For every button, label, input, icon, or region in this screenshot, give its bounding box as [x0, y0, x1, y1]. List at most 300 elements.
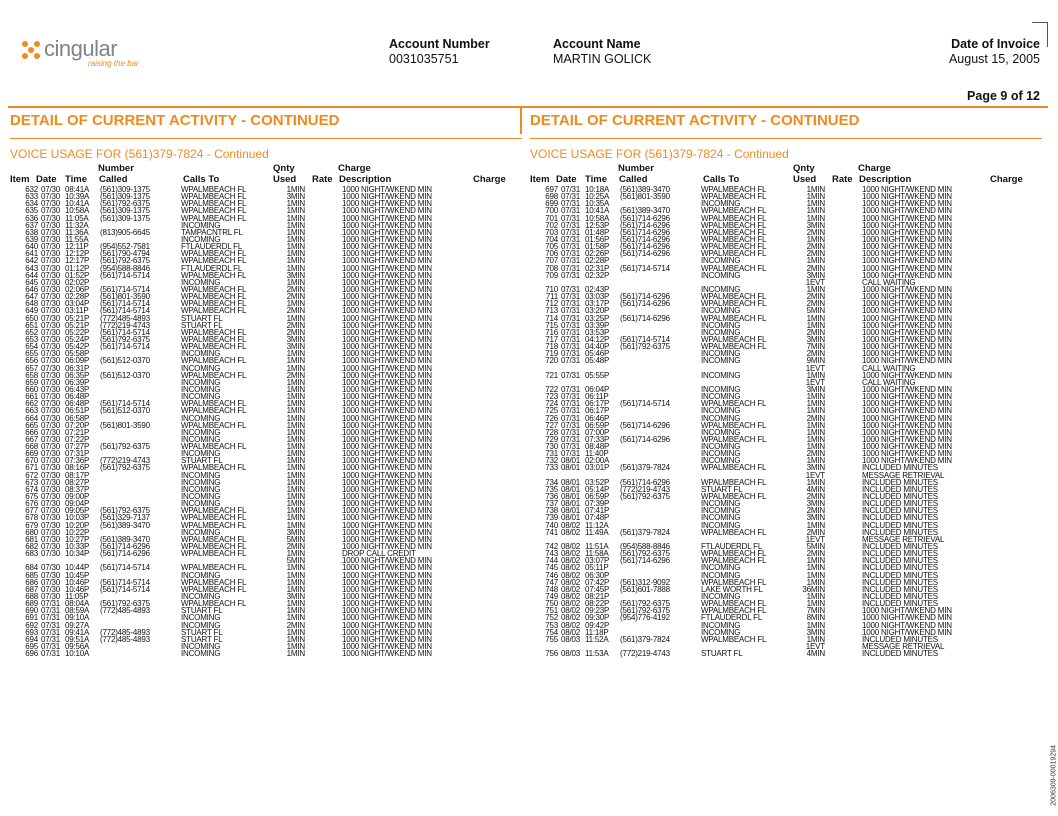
- minutes-used: 1MIN: [286, 256, 305, 266]
- item-number: 653: [25, 334, 38, 344]
- item-number: 641: [25, 249, 38, 259]
- minutes-used: 1MIN: [286, 499, 305, 509]
- header-qnty: Qnty: [273, 163, 295, 174]
- item-number: 699: [545, 199, 558, 209]
- called-number: (561)379-7824: [620, 463, 670, 473]
- calls-to: WPALMBEACH FL: [181, 334, 247, 344]
- item-number: 634: [25, 199, 38, 209]
- usage-row: [530, 464, 1042, 471]
- called-number: (772)485-4893: [100, 634, 150, 644]
- rate-description: 1000 NIGHT/WKEND MIN: [342, 577, 432, 587]
- call-time: 09:04P: [65, 499, 90, 509]
- called-number: (813)905-6645: [100, 227, 150, 237]
- call-time: 03:04P: [65, 299, 90, 309]
- call-date: 07/30: [41, 306, 61, 316]
- calls-to: WPALMBEACH FL: [181, 299, 247, 309]
- item-number: 706: [545, 249, 558, 259]
- call-time: 09:10A: [65, 613, 90, 623]
- item-number: 719: [545, 349, 558, 359]
- called-number: (561)714-5714: [100, 563, 150, 573]
- call-time: 11:52A: [585, 634, 609, 644]
- calls-to: WPALMBEACH FL: [701, 477, 767, 487]
- call-date: 07/31: [561, 292, 581, 302]
- rate-description: 1000 NIGHT/WKEND MIN: [862, 370, 952, 380]
- called-number: (561)714-5714: [620, 334, 670, 344]
- account-number-block: [389, 37, 490, 67]
- rate-description: 1000 NIGHT/WKEND MIN: [862, 406, 952, 416]
- rate-description: 1000 NIGHT/WKEND MIN: [342, 220, 432, 230]
- rate-description: INCLUDED MINUTES: [862, 513, 938, 523]
- calls-to: INCOMING: [181, 384, 221, 394]
- call-time: 02:31P: [585, 263, 610, 273]
- call-time: 05:42P: [65, 342, 90, 352]
- called-number: (561)714-6296: [620, 249, 670, 259]
- item-number: 754: [545, 627, 558, 637]
- rate-description: 1000 NIGHT/WKEND MIN: [342, 463, 432, 473]
- item-number: 691: [25, 613, 38, 623]
- call-time: 06:51P: [65, 406, 90, 416]
- call-date: 07/31: [561, 334, 581, 344]
- top-divider: [8, 106, 1048, 108]
- call-date: 08/02: [561, 527, 581, 537]
- minutes-used: 2MIN: [806, 413, 825, 423]
- call-time: 02:28P: [65, 292, 90, 302]
- rate-description: 1000 NIGHT/WKEND MIN: [342, 642, 432, 651]
- call-date: 07/30: [41, 442, 61, 452]
- call-date: 07/30: [41, 434, 61, 444]
- call-date: 07/30: [41, 249, 61, 259]
- call-date: 07/30: [41, 292, 61, 302]
- called-number: (561)714-5714: [100, 306, 150, 316]
- call-time: 03:20P: [585, 306, 610, 316]
- calls-to: WPALMBEACH FL: [701, 292, 767, 302]
- rate-description: 1000 NIGHT/WKEND MIN: [342, 320, 432, 330]
- calls-to: INCOMING: [701, 513, 741, 523]
- minutes-used: 1MIN: [806, 406, 825, 416]
- cingular-logo: [22, 38, 139, 68]
- call-date: 07/31: [561, 349, 581, 359]
- call-time: 11:18P: [585, 627, 609, 637]
- call-date: 07/31: [561, 434, 581, 444]
- item-number: 739: [545, 513, 558, 523]
- calls-to: INCOMING: [701, 499, 741, 509]
- called-number: (561)601-7888: [620, 584, 670, 594]
- rate-description: INCLUDED MINUTES: [862, 556, 938, 566]
- rate-description: 1000 NIGHT/WKEND MIN: [342, 449, 432, 459]
- calls-to: INCOMING: [181, 642, 221, 651]
- call-date: 07/31: [561, 220, 581, 230]
- minutes-used: 1MIN: [286, 456, 305, 466]
- right-column: [530, 110, 1042, 780]
- rate-description: 1000 NIGHT/WKEND MIN: [342, 234, 432, 244]
- item-number: 650: [25, 313, 38, 323]
- rate-description: 1000 NIGHT/WKEND MIN: [342, 592, 432, 602]
- rate-description: INCLUDED MINUTES: [862, 477, 938, 487]
- call-date: 07/31: [41, 649, 61, 659]
- call-date: 08/02: [561, 577, 581, 587]
- header-item: Item: [10, 174, 30, 185]
- call-time: 10:33P: [65, 542, 90, 552]
- call-time: 03:01P: [585, 463, 610, 473]
- rate-description: 1000 NIGHT/WKEND MIN: [342, 534, 432, 544]
- calls-to: INCOMING: [701, 413, 741, 423]
- item-number: 717: [545, 334, 558, 344]
- rate-description: INCLUDED MINUTES: [862, 577, 938, 587]
- calls-to: WPALMBEACH FL: [181, 563, 247, 573]
- minutes-used: 1MIN: [286, 463, 305, 473]
- called-number: (561)792-6375: [100, 506, 150, 516]
- call-date: 07/30: [41, 220, 61, 230]
- rate-description: 1000 NIGHT/WKEND MIN: [342, 377, 432, 387]
- rate-description: 1000 NIGHT/WKEND MIN: [342, 484, 432, 494]
- minutes-used: 3MIN: [286, 270, 305, 280]
- call-time: 03:52P: [585, 477, 610, 487]
- item-number: 632: [25, 185, 38, 194]
- minutes-used: 1MIN: [286, 549, 305, 559]
- item-number: 649: [25, 306, 38, 316]
- minutes-used: 1MIN: [286, 313, 305, 323]
- minutes-used: 1MIN: [286, 406, 305, 416]
- called-number: (561)714-6296: [620, 556, 670, 566]
- called-number: (561)801-3590: [620, 192, 670, 202]
- minutes-used: 1MIN: [806, 320, 825, 330]
- call-time: 11:05A: [65, 213, 89, 223]
- rate-description: 1000 NIGHT/WKEND MIN: [342, 434, 432, 444]
- calls-to: WPALMBEACH FL: [701, 192, 767, 202]
- item-number: 729: [545, 434, 558, 444]
- rate-description: 1000 NIGHT/WKEND MIN: [342, 185, 432, 194]
- rate-description: 1000 NIGHT/WKEND MIN: [342, 192, 432, 202]
- call-time: 09:56A: [65, 642, 90, 651]
- called-number: (561)389-3470: [100, 520, 150, 530]
- invoice-date-label: Date of Invoice: [951, 37, 1040, 51]
- header-charge: Charge: [990, 174, 1023, 185]
- rate-description: INCLUDED MINUTES: [862, 499, 938, 509]
- item-number: 683: [25, 549, 38, 559]
- left-column: [10, 110, 522, 780]
- calls-to: WPALMBEACH FL: [181, 192, 247, 202]
- item-number: 741: [545, 527, 558, 537]
- called-number: (561)792-6375: [100, 199, 150, 209]
- minutes-used: 1MIN: [806, 370, 825, 380]
- minutes-used: 1MIN: [286, 606, 305, 616]
- minutes-used: 1MIN: [286, 484, 305, 494]
- header-date: Date: [556, 174, 577, 185]
- rate-description: 1000 NIGHT/WKEND MIN: [862, 284, 952, 294]
- rate-description: 1000 NIGHT/WKEND MIN: [862, 620, 952, 630]
- calls-to: STUART FL: [181, 634, 223, 644]
- call-date: 07/30: [41, 577, 61, 587]
- rate-description: 1000 NIGHT/WKEND MIN: [342, 384, 432, 394]
- calls-to: INCOMING: [701, 620, 741, 630]
- call-time: 06:48P: [65, 399, 90, 409]
- rate-description: 1000 NIGHT/WKEND MIN: [342, 570, 432, 580]
- call-date: 07/30: [41, 242, 61, 252]
- rate-description: INCLUDED MINUTES: [862, 563, 938, 573]
- item-number: 662: [25, 399, 38, 409]
- header-description: Description: [339, 174, 392, 185]
- call-time: 09:00P: [65, 492, 90, 502]
- rate-description: 1000 NIGHT/WKEND MIN: [342, 556, 432, 566]
- minutes-used: 1MIN: [806, 313, 825, 323]
- minutes-used: 2MIN: [806, 327, 825, 337]
- item-number: 637: [25, 220, 38, 230]
- call-date: 08/02: [561, 613, 581, 623]
- minutes-used: 3MIN: [806, 499, 825, 509]
- calls-to: WPALMBEACH FL: [181, 206, 247, 216]
- item-number: 635: [25, 206, 38, 216]
- calls-to: WPALMBEACH FL: [701, 399, 767, 409]
- call-date: 07/31: [561, 442, 581, 452]
- calls-to: INCOMING: [701, 592, 741, 602]
- calls-to: INCOMING: [181, 477, 221, 487]
- call-time: 07:31P: [65, 449, 90, 459]
- minutes-used: 2MIN: [806, 549, 825, 559]
- minutes-used: 2MIN: [806, 449, 825, 459]
- minutes-used: 1MIN: [286, 577, 305, 587]
- calls-to: WPALMBEACH FL: [181, 442, 247, 452]
- item-number: 707: [545, 256, 558, 266]
- item-number: 750: [545, 599, 558, 609]
- rate-description: 1000 NIGHT/WKEND MIN: [862, 356, 952, 366]
- item-number: 692: [25, 620, 38, 630]
- call-time: 07:39P: [585, 499, 610, 509]
- rate-description: 1000 NIGHT/WKEND MIN: [342, 527, 432, 537]
- rate-description: 1000 NIGHT/WKEND MIN: [862, 270, 952, 280]
- called-number: (561)389-3470: [100, 534, 150, 544]
- rate-description: 1000 NIGHT/WKEND MIN: [862, 427, 952, 437]
- call-date: 08/01: [561, 477, 581, 487]
- called-number: (561)714-6296: [620, 227, 670, 237]
- call-time: 11:12A: [585, 520, 609, 530]
- rate-description: 1000 NIGHT/WKEND MIN: [862, 234, 952, 244]
- call-time: 08:27P: [65, 477, 90, 487]
- rate-description: 1000 NIGHT/WKEND MIN: [342, 613, 432, 623]
- calls-to: INCOMING: [181, 499, 221, 509]
- call-date: 07/30: [41, 427, 61, 437]
- minutes-used: 2MIN: [286, 370, 305, 380]
- calls-to: FTLAUDERDL FL: [181, 263, 243, 273]
- header-charge: Charge: [473, 174, 506, 185]
- calls-to: LAKE WORTH FL: [701, 584, 763, 594]
- call-date: 07/30: [41, 470, 61, 480]
- rate-description: 1000 NIGHT/WKEND MIN: [342, 249, 432, 259]
- minutes-used: 1EVT: [805, 642, 825, 651]
- rate-description: INCLUDED MINUTES: [862, 463, 938, 473]
- calls-to: INCOMING: [181, 527, 221, 537]
- call-time: 05:46P: [585, 349, 610, 359]
- call-time: 02:43P: [585, 284, 610, 294]
- call-time: 06:11P: [585, 392, 609, 402]
- call-date: 08/02: [561, 627, 581, 637]
- call-time: 11:55A: [65, 234, 89, 244]
- called-number: (954)588-8846: [100, 263, 150, 273]
- call-time: 06:35P: [65, 370, 90, 380]
- call-date: 07/30: [41, 377, 61, 387]
- call-time: 11:40P: [585, 449, 609, 459]
- calls-to: WPALMBEACH FL: [181, 584, 247, 594]
- table-header: [530, 174, 1042, 185]
- minutes-used: 1MIN: [286, 199, 305, 209]
- header-number: Number: [618, 163, 654, 174]
- rate-description: 1000 NIGHT/WKEND MIN: [342, 627, 432, 637]
- called-number: (954)776-4192: [620, 613, 670, 623]
- call-time: 10:41A: [585, 206, 610, 216]
- rate-description: 1000 NIGHT/WKEND MIN: [862, 292, 952, 302]
- call-date: 07/30: [41, 213, 61, 223]
- call-date: 07/30: [41, 584, 61, 594]
- call-time: 10:46P: [65, 577, 90, 587]
- item-number: 647: [25, 292, 38, 302]
- item-number: 731: [545, 449, 558, 459]
- rate-description: 1000 NIGHT/WKEND MIN: [342, 242, 432, 252]
- item-number: 669: [25, 449, 38, 459]
- call-date: 07/31: [41, 613, 61, 623]
- minutes-used: 1MIN: [806, 185, 825, 194]
- call-date: 07/31: [561, 270, 581, 280]
- minutes-used: 3MIN: [806, 463, 825, 473]
- header-rate: Rate: [832, 174, 853, 185]
- call-date: 07/31: [561, 342, 581, 352]
- calls-to: STUART FL: [181, 627, 223, 637]
- minutes-used: 3MIN: [806, 220, 825, 230]
- minutes-used: 1MIN: [806, 563, 825, 573]
- rate-description: 1000 NIGHT/WKEND MIN: [862, 263, 952, 273]
- item-number: 749: [545, 592, 558, 602]
- item-number: 718: [545, 342, 558, 352]
- calls-to: WPALMBEACH FL: [181, 520, 247, 530]
- call-time: 11:49A: [585, 527, 609, 537]
- rate-description: 1000 NIGHT/WKEND MIN: [862, 249, 952, 259]
- item-number: 735: [545, 484, 558, 494]
- account-number-label: Account Number: [389, 37, 490, 51]
- item-number: 633: [25, 192, 38, 202]
- call-time: 06:59P: [585, 492, 610, 502]
- call-time: 10:39A: [65, 192, 90, 202]
- call-date: 07/31: [561, 327, 581, 337]
- minutes-used: 1EVT: [805, 470, 825, 480]
- call-date: 08/01: [561, 499, 581, 509]
- rate-description: INCLUDED MINUTES: [862, 649, 938, 659]
- called-number: (561)792-6375: [620, 492, 670, 502]
- rate-description: 1000 NIGHT/WKEND MIN: [342, 363, 432, 373]
- call-time: 08:41A: [65, 185, 90, 194]
- table-header-top: [530, 163, 1042, 174]
- section-rule: [10, 138, 522, 139]
- item-number: 688: [25, 592, 38, 602]
- calls-to: STUART FL: [181, 313, 223, 323]
- minutes-used: 2MIN: [806, 349, 825, 359]
- call-date: 07/30: [41, 570, 61, 580]
- rate-description: INCLUDED MINUTES: [862, 592, 938, 602]
- minutes-used: 1MIN: [806, 213, 825, 223]
- minutes-used: 1MIN: [286, 520, 305, 530]
- item-number: 694: [25, 634, 38, 644]
- item-number: 753: [545, 620, 558, 630]
- calls-to: INCOMING: [701, 442, 741, 452]
- call-date: 07/30: [41, 263, 61, 273]
- minutes-used: 1MIN: [806, 556, 825, 566]
- call-date: 07/30: [41, 592, 61, 602]
- called-number: (561)379-7824: [620, 527, 670, 537]
- call-date: 07/30: [41, 513, 61, 523]
- header-charge-top: Charge: [858, 163, 891, 174]
- rate-description: 1000 NIGHT/WKEND MIN: [862, 434, 952, 444]
- call-date: 07/31: [561, 313, 581, 323]
- minutes-used: 1EVT: [805, 277, 825, 287]
- rate-description: 1000 NIGHT/WKEND MIN: [342, 442, 432, 452]
- rate-description: 1000 NIGHT/WKEND MIN: [342, 542, 432, 552]
- minutes-used: 1MIN: [806, 570, 825, 580]
- item-number: 660: [25, 384, 38, 394]
- call-time: 01:52P: [65, 270, 90, 280]
- header-used: Used: [793, 174, 817, 185]
- item-number: 748: [545, 584, 558, 594]
- item-number: 655: [25, 349, 38, 359]
- called-number: (561)714-5714: [620, 399, 670, 409]
- minutes-used: 1MIN: [806, 592, 825, 602]
- minutes-used: 1EVT: [805, 363, 825, 373]
- item-number: 689: [25, 599, 38, 609]
- call-time: 02:32P: [585, 270, 610, 280]
- call-date: 07/30: [41, 370, 61, 380]
- call-date: 07/31: [41, 599, 61, 609]
- rate-description: 1000 NIGHT/WKEND MIN: [862, 213, 952, 223]
- call-time: 07:27P: [65, 442, 90, 452]
- called-number: (561)714-5714: [100, 284, 150, 294]
- call-time: 09:41A: [65, 627, 90, 637]
- calls-to: WPALMBEACH FL: [181, 542, 247, 552]
- called-number: (561)792-6375: [100, 256, 150, 266]
- minutes-used: 1MIN: [286, 492, 305, 502]
- header-description: Description: [859, 174, 912, 185]
- item-number: 686: [25, 577, 38, 587]
- called-number: (561)714-5714: [100, 299, 150, 309]
- item-number: 755: [545, 634, 558, 644]
- minutes-used: 1MIN: [806, 192, 825, 202]
- calls-to: INCOMING: [701, 356, 741, 366]
- rate-description: MESSAGE RETRIEVAL: [862, 470, 945, 480]
- usage-row: [530, 372, 1042, 379]
- calls-to: INCOMING: [701, 506, 741, 516]
- item-number: 702: [545, 220, 558, 230]
- call-time: 08:21P: [585, 592, 610, 602]
- called-number: (561)714-5714: [100, 327, 150, 337]
- item-number: 710: [545, 284, 558, 294]
- call-date: 07/30: [41, 206, 61, 216]
- call-date: 07/31: [561, 192, 581, 202]
- item-number: 727: [545, 420, 558, 430]
- item-number: 745: [545, 563, 558, 573]
- call-time: 01:12P: [65, 263, 90, 273]
- calls-to: WPALMBEACH FL: [181, 406, 247, 416]
- calls-to: INCOMING: [181, 470, 221, 480]
- item-number: 684: [25, 563, 38, 573]
- item-number: 721: [545, 370, 558, 380]
- calls-to: INCOMING: [181, 449, 221, 459]
- rate-description: INCLUDED MINUTES: [862, 584, 938, 594]
- minutes-used: 1MIN: [286, 277, 305, 287]
- header-rate: Rate: [312, 174, 333, 185]
- rate-description: 1000 NIGHT/WKEND MIN: [342, 334, 432, 344]
- item-number: 700: [545, 206, 558, 216]
- minutes-used: 3MIN: [806, 627, 825, 637]
- call-date: 07/31: [561, 406, 581, 416]
- calls-to: FTLAUDERDL FL: [701, 613, 763, 623]
- brand-name: cingular: [44, 36, 118, 61]
- calls-to: INCOMING: [181, 427, 221, 437]
- call-time: 09:51A: [65, 634, 90, 644]
